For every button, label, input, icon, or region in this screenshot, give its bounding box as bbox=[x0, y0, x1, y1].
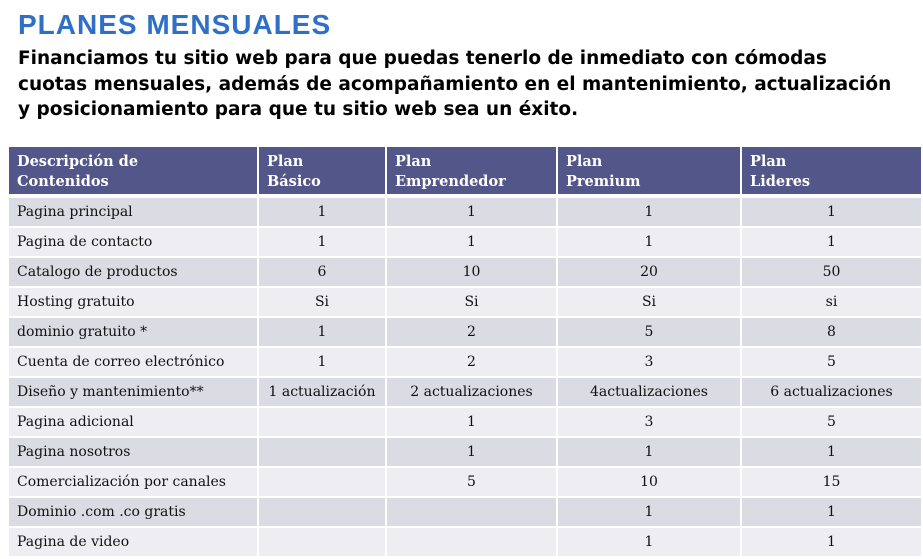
row-label: Hosting gratuito bbox=[9, 287, 258, 317]
cell-basico bbox=[258, 437, 386, 467]
cell-lideres: 50 bbox=[741, 257, 922, 287]
cell-lideres: 15 bbox=[741, 467, 922, 497]
table-row bbox=[9, 227, 922, 257]
cell-emprendedor: 2 bbox=[386, 347, 557, 377]
header-plan-basico bbox=[258, 147, 386, 196]
cell-lideres: 6 actualizaciones bbox=[741, 377, 922, 407]
row-label: Pagina de video bbox=[9, 527, 258, 557]
table-row bbox=[9, 317, 922, 347]
cell-premium: 3 bbox=[557, 407, 741, 437]
header-plan-premium bbox=[557, 147, 741, 196]
cell-lideres: 1 bbox=[741, 227, 922, 257]
plans-table bbox=[9, 147, 923, 558]
table-row bbox=[9, 467, 922, 497]
cell-emprendedor: 2 bbox=[386, 317, 557, 347]
cell-basico: 1 bbox=[258, 196, 386, 227]
cell-premium: Si bbox=[557, 287, 741, 317]
header-plan-emprendedor bbox=[386, 147, 557, 196]
cell-basico: 1 bbox=[258, 347, 386, 377]
row-label: Cuenta de correo electrónico bbox=[9, 347, 258, 377]
header-line: Plan bbox=[267, 153, 304, 170]
cell-premium: 1 bbox=[557, 527, 741, 557]
cell-basico: 1 bbox=[258, 317, 386, 347]
page-title: PLANES MENSUALES bbox=[18, 9, 332, 40]
table-row bbox=[9, 527, 922, 557]
table-row bbox=[9, 407, 922, 437]
cell-basico: 6 bbox=[258, 257, 386, 287]
intro-line: y posicionamiento para que tu sitio web sea un éxito. bbox=[18, 99, 579, 120]
cell-lideres: 1 bbox=[741, 196, 922, 227]
header-line: Contenidos bbox=[17, 173, 109, 190]
table-row bbox=[9, 257, 922, 287]
header-line: Emprendedor bbox=[395, 173, 506, 190]
cell-premium: 3 bbox=[557, 347, 741, 377]
header-line: Plan bbox=[566, 153, 603, 170]
row-label: Diseño y mantenimiento** bbox=[9, 377, 258, 407]
cell-lideres: 1 bbox=[741, 527, 922, 557]
cell-premium: 1 bbox=[557, 227, 741, 257]
row-label: Catalogo de productos bbox=[9, 257, 258, 287]
cell-emprendedor bbox=[386, 497, 557, 527]
intro-line: cuotas mensuales, además de acompañamiento en el mantenimiento, actualización bbox=[18, 73, 892, 95]
intro-text bbox=[18, 46, 898, 123]
cell-premium: 20 bbox=[557, 257, 741, 287]
cell-emprendedor: 1 bbox=[386, 196, 557, 227]
row-label: Pagina de contacto bbox=[9, 227, 258, 257]
intro-line: Financiamos tu sitio web para que puedas tenerlo de inmediato con cómodas bbox=[18, 48, 827, 69]
cell-lideres: si bbox=[741, 287, 922, 317]
row-label: Pagina principal bbox=[9, 196, 258, 227]
cell-premium: 10 bbox=[557, 467, 741, 497]
cell-basico bbox=[258, 407, 386, 437]
cell-lideres: 1 bbox=[741, 437, 922, 467]
table-header-row bbox=[9, 147, 922, 196]
table-row bbox=[9, 437, 922, 467]
header-plan-lideres bbox=[741, 147, 922, 196]
cell-emprendedor: 1 bbox=[386, 407, 557, 437]
cell-basico: 1 bbox=[258, 227, 386, 257]
row-label: dominio gratuito * bbox=[9, 317, 258, 347]
table-row bbox=[9, 377, 922, 407]
cell-basico bbox=[258, 497, 386, 527]
table-row bbox=[9, 196, 922, 227]
cell-basico: 1 actualización bbox=[258, 377, 386, 407]
header-line: Premium bbox=[566, 173, 641, 190]
cell-basico bbox=[258, 527, 386, 557]
cell-premium: 1 bbox=[557, 497, 741, 527]
row-label: Pagina adicional bbox=[9, 407, 258, 437]
cell-lideres: 8 bbox=[741, 317, 922, 347]
cell-basico: Si bbox=[258, 287, 386, 317]
header-line: Plan bbox=[395, 153, 432, 170]
cell-emprendedor: 1 bbox=[386, 437, 557, 467]
cell-emprendedor: 2 actualizaciones bbox=[386, 377, 557, 407]
cell-lideres: 1 bbox=[741, 497, 922, 527]
cell-premium: 4actualizaciones bbox=[557, 377, 741, 407]
header-line: Descripción de bbox=[17, 153, 139, 170]
header-description bbox=[9, 147, 258, 196]
table-row bbox=[9, 287, 922, 317]
cell-lideres: 5 bbox=[741, 407, 922, 437]
header-line: Básico bbox=[267, 173, 321, 190]
cell-premium: 1 bbox=[557, 437, 741, 467]
cell-premium: 1 bbox=[557, 196, 741, 227]
cell-emprendedor: Si bbox=[386, 287, 557, 317]
header-line: Lideres bbox=[750, 173, 811, 190]
cell-emprendedor bbox=[386, 527, 557, 557]
header-line: Plan bbox=[750, 153, 787, 170]
table-row bbox=[9, 497, 922, 527]
row-label: Comercialización por canales bbox=[9, 467, 258, 497]
cell-basico bbox=[258, 467, 386, 497]
row-label: Dominio .com .co gratis bbox=[9, 497, 258, 527]
cell-emprendedor: 1 bbox=[386, 227, 557, 257]
cell-emprendedor: 10 bbox=[386, 257, 557, 287]
row-label: Pagina nosotros bbox=[9, 437, 258, 467]
table-row bbox=[9, 347, 922, 377]
cell-lideres: 5 bbox=[741, 347, 922, 377]
cell-premium: 5 bbox=[557, 317, 741, 347]
cell-emprendedor: 5 bbox=[386, 467, 557, 497]
